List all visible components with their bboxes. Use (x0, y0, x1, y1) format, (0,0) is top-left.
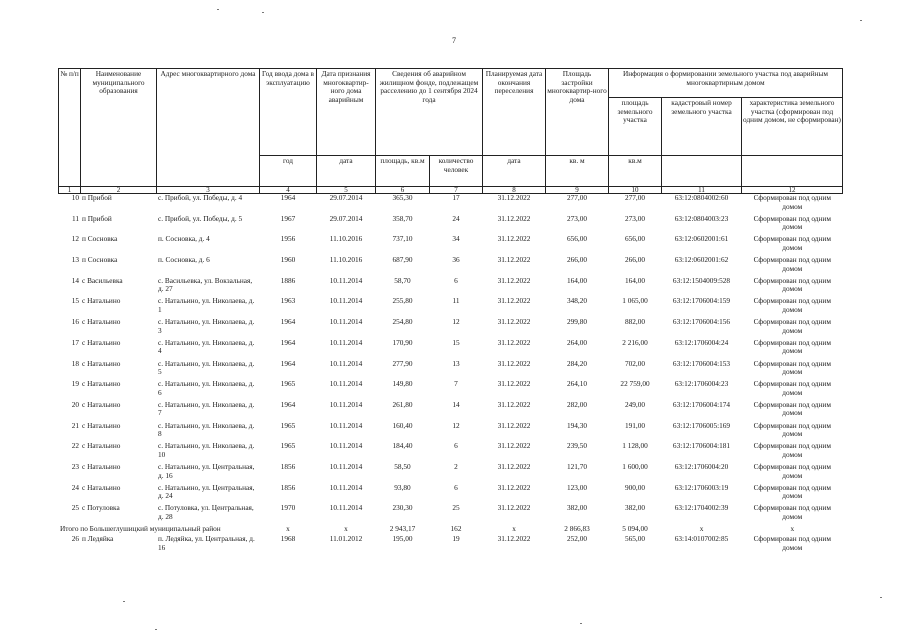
municipality-cell: с Натальино (82, 461, 121, 471)
people-cell: 17 (452, 193, 460, 202)
plan-date-cell: 31.12.2022 (497, 379, 531, 389)
year-cell: 1856 (280, 482, 296, 492)
year-cell: 1965 (280, 379, 296, 389)
emergency-date-cell: 11.01.2012 (329, 534, 363, 543)
land-char-cell: Сформирован под одним домом (753, 461, 831, 480)
land-area-cell: 277,00 (624, 193, 646, 202)
area-cell: 160,40 (392, 420, 413, 430)
total-people-cell: 162 (450, 524, 462, 533)
subheader-year: год (260, 156, 317, 187)
land-char-cell: Сформирован под одним домом (753, 213, 831, 232)
cadastral-cell: 63:14:0107002:85 (674, 534, 729, 543)
cadastral-cell: 63:12:1706003:19 (674, 482, 729, 492)
land-char-cell: Сформирован под одним домом (753, 482, 831, 501)
area-cell: 184,40 (392, 441, 413, 451)
people-cell: 36 (452, 255, 460, 265)
area-cell: 737,10 (392, 234, 413, 244)
land-char-cell: Сформирован под одним домом (753, 234, 831, 252)
cadastral-cell: 63:12:1706004:153 (672, 358, 731, 368)
cadastral-cell: 63:12:1704002:39 (674, 503, 729, 513)
cadastral-cell: 63:12:1504009:528 (672, 275, 731, 285)
land-area-cell: 702,00 (624, 358, 646, 368)
emergency-date-cell: 11.10.2016 (329, 234, 363, 244)
area-cell: 255,80 (392, 296, 413, 306)
total-area-cell: 2 943,17 (389, 524, 416, 533)
people-cell: 11 (452, 296, 460, 306)
year-cell: 1886 (280, 275, 296, 285)
land-area-cell: 1 065,00 (622, 296, 648, 306)
row-number: 15 (71, 296, 79, 306)
plan-date-cell: 31.12.2022 (497, 275, 531, 285)
address-cell: п. Сосновка, д. 6 (158, 255, 210, 265)
column-number: 1 (59, 187, 81, 194)
year-cell: 1956 (280, 234, 296, 244)
column-number: 10 (609, 187, 662, 194)
land-char-cell: Сформирован под одним домом (753, 193, 831, 211)
emergency-date-cell: 10.11.2014 (329, 420, 363, 430)
row-number: 24 (71, 482, 79, 492)
header-year: Год ввода дома в эксплуатацию (260, 69, 317, 156)
address-cell: с. Натальино, ул. Николаева, д. 5 (158, 358, 255, 377)
emergency-date-cell: 10.11.2014 (329, 317, 363, 327)
land-area-cell: 900,00 (624, 482, 646, 492)
emergency-date-cell: 10.11.2014 (329, 358, 363, 368)
table-row (59, 277, 843, 298)
row-number: 12 (71, 234, 79, 244)
municipality-cell: п Сосновка (82, 255, 118, 265)
cadastral-cell: 63:12:1706005:169 (672, 420, 731, 430)
municipality-cell: п Прибой (82, 193, 112, 202)
address-cell: с. Прибой, ул. Победы, д. 4 (158, 193, 243, 202)
plan-date-cell: 31.12.2022 (497, 358, 531, 368)
year-cell: 1964 (280, 317, 296, 327)
year-cell: 1963 (280, 296, 296, 306)
table-row (59, 401, 843, 422)
emergency-date-cell: 10.11.2014 (329, 441, 363, 451)
year-cell: 1970 (280, 503, 296, 513)
area-cell: 149,80 (392, 379, 413, 389)
land-area-cell: 882,00 (624, 317, 646, 327)
land-char-cell: Сформирован под одним домом (753, 441, 831, 459)
column-number: 9 (546, 187, 609, 194)
housing-table-wrapper (58, 68, 842, 556)
table-row (59, 442, 843, 463)
emergency-housing-table (58, 68, 843, 556)
building-area-cell: 239,50 (566, 441, 588, 451)
land-area-cell: 273,00 (624, 213, 646, 223)
area-cell: 93,80 (394, 482, 411, 492)
scan-speck (217, 9, 219, 10)
plan-date-cell: 31.12.2022 (497, 534, 531, 543)
people-cell: 7 (454, 379, 458, 389)
emergency-date-cell: 29.07.2014 (329, 213, 363, 223)
land-char-cell: Сформирован под одним домом (753, 503, 831, 521)
table-row (59, 463, 843, 484)
subheader-date: дата (317, 156, 376, 187)
area-cell: 170,90 (392, 337, 413, 347)
address-cell: с. Натальино, ул. Центральная, д. 24 (158, 482, 255, 501)
area-cell: 261,80 (392, 399, 413, 409)
municipality-cell: с Натальино (82, 420, 121, 430)
land-area-cell: 382,00 (624, 503, 646, 513)
subheader-land-sqm: кв.м (609, 156, 662, 187)
land-char-cell: Сформирован под одним домом (753, 358, 831, 377)
people-cell: 12 (452, 317, 460, 327)
building-area-cell: 382,00 (566, 503, 588, 513)
municipality-cell: с Натальино (82, 317, 121, 327)
subheader-area: площадь, кв.м (376, 156, 430, 187)
row-number: 14 (71, 275, 79, 285)
address-cell: с. Натальино, ул. Центральная, д. 16 (158, 461, 255, 480)
address-cell: с. Натальино, ул. Николаева, д. 10 (158, 441, 255, 459)
total-date-cell: х (344, 524, 348, 533)
building-area-cell: 284,20 (566, 358, 588, 368)
row-number: 23 (71, 461, 79, 471)
plan-date-cell: 31.12.2022 (497, 461, 531, 471)
building-area-cell: 348,20 (566, 296, 588, 306)
year-cell: 1968 (280, 534, 296, 543)
land-area-cell: 656,00 (624, 234, 646, 244)
cadastral-cell: 63:12:1706004:159 (672, 296, 731, 306)
land-char-cell: Сформирован под одним домом (753, 379, 831, 397)
people-cell: 12 (452, 420, 460, 430)
land-area-cell: 1 128,00 (622, 441, 648, 451)
year-cell: 1856 (280, 461, 296, 471)
people-cell: 6 (454, 482, 458, 492)
total-plan-cell: х (512, 524, 516, 533)
scan-speck (262, 12, 264, 13)
row-number: 13 (71, 255, 79, 265)
land-area-cell: 2 216,00 (622, 337, 648, 347)
address-cell: с. Натальино, ул. Николаева, д. 1 (158, 296, 255, 315)
area-cell: 365,30 (392, 193, 413, 202)
municipality-cell: п Сосновка (82, 234, 118, 244)
column-number: 6 (376, 187, 430, 194)
page-number: 7 (452, 36, 456, 45)
land-char-cell: Сформирован под одним домом (753, 317, 831, 335)
column-number: 8 (483, 187, 546, 194)
subheader-plan-date: дата (483, 156, 546, 187)
building-area-cell: 299,80 (566, 317, 588, 327)
area-cell: 195,00 (392, 534, 413, 543)
land-area-cell: 164,00 (624, 275, 646, 285)
building-area-cell: 264,00 (566, 337, 588, 347)
table-row (59, 484, 843, 505)
row-number: 17 (71, 337, 79, 347)
header-address: Адрес многоквартирного дома (157, 69, 260, 187)
land-char-cell: Сформирован под одним домом (753, 255, 831, 273)
municipality-cell: с Натальино (82, 296, 121, 306)
cadastral-cell: 63:12:0602001:61 (674, 234, 729, 244)
year-cell: 1964 (280, 358, 296, 368)
land-char-cell: Сформирован под одним домом (753, 534, 831, 552)
row-number: 22 (71, 441, 79, 451)
row-number: 20 (71, 399, 79, 409)
address-cell: п. Сосновка, д. 4 (158, 234, 210, 244)
total-land-cell: 5 094,00 (622, 524, 648, 533)
address-cell: с. Натальино, ул. Николаева, д. 7 (158, 399, 255, 418)
plan-date-cell: 31.12.2022 (497, 255, 531, 265)
total-char-cell: х (790, 524, 795, 533)
column-number: 7 (430, 187, 483, 194)
plan-date-cell: 31.12.2022 (497, 399, 531, 409)
emergency-date-cell: 10.11.2014 (329, 296, 363, 306)
building-area-cell: 282,00 (566, 399, 588, 409)
building-area-cell: 164,00 (566, 275, 588, 285)
building-area-cell: 123,00 (566, 482, 588, 492)
header-land-char: характеристика земельного участка (сформирован под одним домом, не сформирован) (742, 98, 843, 156)
cadastral-cell: 63:12:1706004:174 (672, 399, 731, 409)
building-area-cell: 277,00 (566, 193, 588, 202)
address-cell: с. Натальино, ул. Николаева, д. 8 (158, 420, 255, 439)
municipality-cell: п Ледяйка (82, 534, 114, 543)
cadastral-cell: 63:12:1706004:156 (672, 317, 731, 327)
area-cell: 254,80 (392, 317, 413, 327)
plan-date-cell: 31.12.2022 (497, 482, 531, 492)
address-cell: с. Натальино, ул. Николаева, д. 3 (158, 317, 255, 335)
land-area-cell: 1 600,00 (622, 461, 648, 471)
municipality-cell: с Натальино (82, 358, 121, 368)
table-row (59, 339, 843, 360)
plan-date-cell: 31.12.2022 (497, 420, 531, 430)
table-row (59, 256, 843, 277)
emergency-date-cell: 10.11.2014 (329, 461, 363, 471)
people-cell: 19 (452, 534, 460, 543)
column-number: 12 (742, 187, 843, 194)
emergency-date-cell: 10.11.2014 (329, 482, 363, 492)
emergency-date-cell: 11.10.2016 (329, 255, 363, 265)
people-cell: 2 (454, 461, 458, 471)
cadastral-cell: 63:12:1706004:181 (672, 441, 731, 451)
area-cell: 58,50 (394, 461, 411, 471)
address-cell: с. Васильевка, ул. Вокзальная, д. 27 (158, 275, 253, 294)
people-cell: 24 (452, 213, 460, 223)
total-build-cell: 2 866,83 (564, 524, 590, 533)
building-area-cell: 266,00 (566, 255, 588, 265)
building-area-cell: 264,10 (566, 379, 588, 389)
year-cell: 1965 (280, 420, 296, 430)
year-cell: 1960 (280, 255, 296, 265)
municipality-cell: с Васильевка (82, 275, 123, 285)
table-row (59, 297, 843, 318)
people-cell: 6 (454, 275, 458, 285)
table-row (59, 504, 843, 525)
building-area-cell: 656,00 (566, 234, 588, 244)
table-row (59, 318, 843, 339)
building-area-cell: 121,70 (566, 461, 588, 471)
municipality-cell: с Натальино (82, 399, 121, 409)
area-cell: 358,70 (392, 213, 413, 223)
header-land-group: Информация о формировании земельного участка под аварийным многоквартирным домом (609, 69, 843, 98)
land-area-cell: 266,00 (624, 255, 646, 265)
table-row (59, 235, 843, 256)
people-cell: 6 (454, 441, 458, 451)
cadastral-cell: 63:12:0804003:23 (674, 213, 729, 223)
cadastral-cell: 63:12:0602001:62 (674, 255, 729, 265)
emergency-date-cell: 29.07.2014 (329, 193, 363, 202)
land-char-cell: Сформирован под одним домом (753, 399, 831, 418)
people-cell: 25 (452, 503, 460, 513)
table-row (59, 215, 843, 236)
scan-speck (580, 623, 582, 624)
year-cell: 1964 (280, 399, 296, 409)
table-body (59, 194, 843, 556)
year-cell: 1967 (280, 213, 296, 223)
address-cell: п. Ледяйка, ул. Центральная, д. 16 (158, 534, 255, 552)
table-row (59, 360, 843, 381)
land-char-cell: Сформирован под одним домом (753, 296, 831, 315)
year-cell: 1964 (280, 337, 296, 347)
land-char-cell: Сформирован под одним домом (753, 275, 831, 294)
header-planned-date: Планируемая дата окончания переселения (483, 69, 546, 156)
header-num: № п/п (59, 69, 81, 187)
emergency-date-cell: 10.11.2014 (329, 399, 363, 409)
people-cell: 13 (452, 358, 460, 368)
municipality-cell: п Прибой (82, 213, 112, 223)
address-cell: с. Потуловка, ул. Центральная, д. 28 (158, 503, 254, 521)
cadastral-cell: 63:12:1706004:24 (674, 337, 729, 347)
plan-date-cell: 31.12.2022 (497, 213, 531, 223)
address-cell: с. Прибой, ул. Победы, д. 5 (158, 213, 243, 223)
municipality-cell: с Натальино (82, 482, 121, 492)
municipality-cell: с Натальино (82, 379, 121, 389)
header-land-area: площадь земельного участка (609, 98, 662, 156)
scan-speck (123, 601, 125, 602)
total-cad-cell: х (699, 524, 704, 533)
building-area-cell: 194,30 (566, 420, 588, 430)
column-number: 2 (81, 187, 157, 194)
land-area-cell: 22 759,00 (620, 379, 650, 389)
row-number: 16 (71, 317, 79, 327)
municipality-cell: с Натальино (82, 337, 121, 347)
address-cell: с. Натальино, ул. Николаева, д. 6 (158, 379, 255, 397)
column-number: 5 (317, 187, 376, 194)
cadastral-cell: 63:12:0804002:60 (674, 193, 729, 202)
column-number: 4 (260, 187, 317, 194)
plan-date-cell: 31.12.2022 (497, 441, 531, 451)
land-char-cell: Сформирован под одним домом (753, 337, 831, 356)
land-area-cell: 565,00 (624, 534, 646, 543)
table-row (59, 535, 843, 556)
plan-date-cell: 31.12.2022 (497, 503, 531, 513)
column-number: 3 (157, 187, 260, 194)
plan-date-cell: 31.12.2022 (497, 337, 531, 347)
column-number: 11 (662, 187, 742, 194)
area-cell: 230,30 (392, 503, 413, 513)
row-number: 18 (71, 358, 79, 368)
people-cell: 34 (452, 234, 460, 244)
land-area-cell: 191,00 (624, 420, 646, 430)
plan-date-cell: 31.12.2022 (497, 317, 531, 327)
municipality-cell: с Натальино (82, 441, 121, 451)
area-cell: 277,90 (392, 358, 413, 368)
scan-speck (155, 629, 157, 630)
emergency-date-cell: 10.11.2014 (329, 337, 363, 347)
land-char-cell: Сформирован под одним домом (753, 420, 831, 439)
subheader-build-sqm: кв. м (546, 156, 609, 187)
total-year-cell: х (286, 524, 290, 533)
row-number: 10 (71, 193, 79, 202)
total-label: Итого по Большеглушицкий муниципальный район (60, 524, 221, 533)
cadastral-cell: 63:12:1706004:20 (674, 461, 729, 471)
address-cell: с. Натальино, ул. Николаева, д. 4 (158, 337, 255, 356)
plan-date-cell: 31.12.2022 (497, 193, 531, 202)
scan-speck (860, 20, 862, 21)
scan-speck (880, 597, 882, 598)
municipality-cell: с Потуловка (82, 503, 120, 513)
land-area-cell: 249,00 (624, 399, 646, 409)
emergency-date-cell: 10.11.2014 (329, 503, 363, 513)
emergency-date-cell: 10.11.2014 (329, 379, 363, 389)
emergency-date-cell: 10.11.2014 (329, 275, 363, 285)
table-row (59, 194, 843, 215)
plan-date-cell: 31.12.2022 (497, 296, 531, 306)
row-number: 19 (71, 379, 79, 389)
year-cell: 1965 (280, 441, 296, 451)
building-area-cell: 252,00 (566, 534, 588, 543)
cadastral-cell: 63:12:1706004:23 (674, 379, 729, 389)
year-cell: 1964 (280, 193, 296, 202)
header-housing-group: Сведения об аварийном жилищном фонде, подлежащем расселению до 1 сентября 2024 года (376, 69, 483, 156)
header-cadastral: кадастровый номер земельного участка (662, 98, 742, 156)
area-cell: 687,90 (392, 255, 413, 265)
header-emergency-date: Дата признания многоквартир-ного дома аварийным (317, 69, 376, 156)
row-number: 21 (71, 420, 79, 430)
table-row (59, 422, 843, 443)
table-row (59, 380, 843, 401)
row-number: 11 (71, 213, 79, 223)
header-building-area: Площадь застройки многоквартир-ного дома (546, 69, 609, 156)
plan-date-cell: 31.12.2022 (497, 234, 531, 244)
header-municipality: Наименование муниципального образования (81, 69, 157, 187)
people-cell: 15 (452, 337, 460, 347)
row-number: 25 (71, 503, 79, 513)
area-cell: 58,70 (394, 275, 411, 285)
building-area-cell: 273,00 (566, 213, 588, 223)
row-number: 26 (71, 534, 79, 543)
subheader-people: количество человек (430, 156, 483, 187)
people-cell: 14 (452, 399, 460, 409)
